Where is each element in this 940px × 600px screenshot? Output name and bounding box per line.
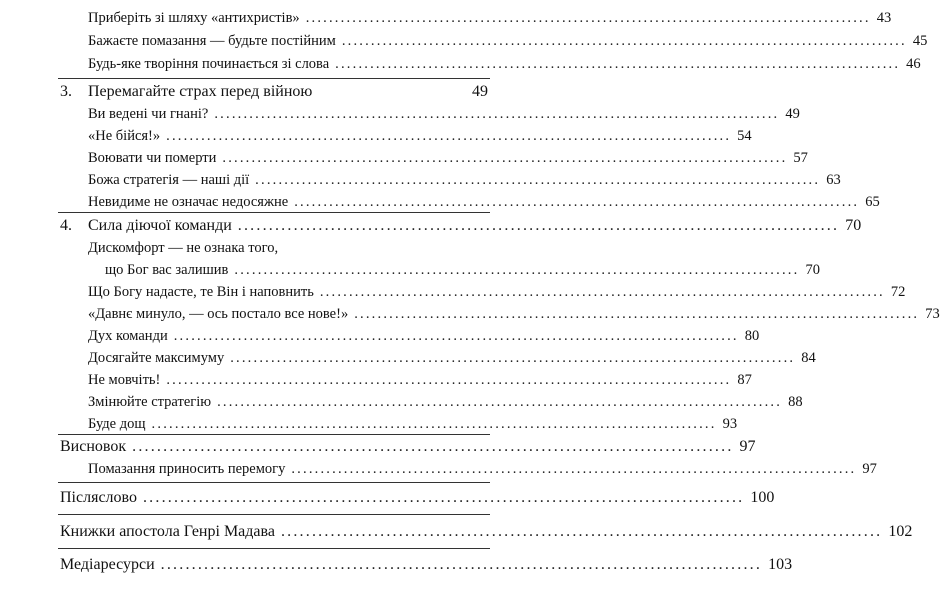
chapter-title: Сила діючої команди	[88, 217, 232, 234]
toc-entry[interactable]	[88, 33, 928, 50]
section-title: Книжки апостола Генрі Мадава	[60, 523, 275, 540]
toc-entry-page: 63	[826, 172, 841, 188]
dot-leader: .................................................................................................	[294, 194, 860, 210]
toc-entry[interactable]	[88, 284, 906, 301]
section-divider	[58, 434, 490, 435]
dot-leader: .................................................................................................	[230, 350, 796, 366]
toc-entry-page: 70	[805, 262, 820, 278]
toc-entry-page: 65	[865, 194, 880, 210]
toc-entry-title: Дух команди	[88, 328, 168, 344]
toc-entry-title: Приберіть зі шляху «антихристів»	[88, 10, 300, 26]
toc-entry-title-line1[interactable]: Дискомфорт — не ознака того,	[88, 240, 279, 256]
toc-entry-title-line2: що Бог вас залишив	[105, 262, 229, 278]
dot-leader: .................................................................................................	[255, 172, 821, 188]
toc-entry-page: 87	[737, 372, 752, 388]
dot-leader: .................................................................................................	[237, 217, 840, 234]
dot-leader: .................................................................................................	[173, 328, 739, 344]
chapter-page: 70	[845, 217, 862, 234]
toc-entry-page: 97	[862, 461, 877, 477]
dot-leader: .................................................................................................	[291, 461, 857, 477]
toc-entry-title: Буде дощ	[88, 416, 146, 432]
toc-entry[interactable]	[105, 262, 820, 279]
toc-media[interactable]	[60, 556, 793, 574]
section-divider	[58, 514, 490, 515]
toc-entry-page: 72	[890, 284, 906, 300]
toc-entry[interactable]	[88, 106, 800, 123]
dot-leader: .................................................................................................	[354, 306, 920, 322]
toc-entry-title: Змінюйте стратегію	[88, 394, 212, 410]
section-divider	[58, 78, 490, 79]
dot-leader: .................................................................................................	[341, 33, 907, 49]
dot-leader: .................................................................................................	[234, 262, 800, 278]
section-page: 103	[768, 556, 793, 573]
toc-entry[interactable]	[88, 10, 892, 27]
section-title: Післяслово	[60, 489, 137, 506]
toc-entry-page: 93	[722, 416, 738, 432]
dot-leader: .................................................................................................	[222, 150, 788, 166]
toc-entry[interactable]	[88, 394, 803, 411]
toc-conclusion[interactable]	[60, 438, 756, 456]
toc-entry-title: Досягайте максимуму	[88, 350, 225, 366]
toc-entry-title: Божа стратегія — наші дії	[88, 172, 250, 188]
toc-entry-title: Що Богу надасте, те Він і наповнить	[88, 284, 314, 300]
section-page: 97	[739, 438, 756, 455]
toc-entry[interactable]	[88, 461, 877, 478]
toc-entry[interactable]	[88, 350, 816, 367]
toc-entry-page: 45	[912, 33, 928, 49]
toc-afterword[interactable]	[60, 489, 775, 507]
section-title: Висновок	[60, 438, 127, 455]
toc-entry-page: 73	[925, 306, 940, 322]
toc-chapter-3[interactable]	[60, 83, 488, 101]
toc-entry-page: 49	[785, 106, 800, 122]
section-divider	[58, 212, 490, 213]
toc-entry[interactable]	[88, 150, 808, 167]
toc-entry-page: 54	[737, 128, 752, 144]
toc-entry[interactable]	[88, 416, 738, 433]
toc-books[interactable]	[60, 523, 913, 541]
chapter-page: 49	[472, 83, 488, 100]
toc-entry-title: Будь-яке творіння починається зі слова	[88, 56, 330, 72]
dot-leader: .................................................................................................	[142, 489, 745, 506]
toc-entry-title: Ви ведені чи гнані?	[88, 106, 209, 122]
dot-leader: .................................................................................................	[132, 438, 734, 455]
dot-leader: .................................................................................................	[166, 128, 732, 144]
chapter-title: Перемагайте страх перед війною	[88, 83, 313, 100]
dot-leader: .................................................................................................	[217, 394, 783, 410]
toc-entry-title: Не мовчіть!	[88, 372, 161, 388]
toc-entry[interactable]	[88, 194, 880, 211]
dot-leader: .................................................................................................	[305, 10, 871, 26]
chapter-number: 4.	[60, 217, 72, 234]
toc-entry[interactable]	[88, 56, 921, 73]
toc-entry[interactable]	[88, 172, 841, 189]
toc-entry-page: 46	[906, 56, 921, 72]
toc-entry-title: «Не бійся!»	[88, 128, 161, 144]
section-divider	[58, 482, 490, 483]
section-divider	[58, 548, 490, 549]
toc-entry-page: 84	[801, 350, 816, 366]
toc-entry-page: 43	[876, 10, 892, 26]
toc-entry-page: 57	[793, 150, 808, 166]
section-page: 100	[750, 489, 775, 506]
toc-entry[interactable]	[88, 306, 940, 323]
toc-entry-title: Воювати чи померти	[88, 150, 217, 166]
dot-leader: .................................................................................................	[280, 523, 883, 540]
toc-entry-title: Помазання приносить перемогу	[88, 461, 286, 477]
toc-entry[interactable]	[88, 328, 760, 345]
toc-entry[interactable]	[88, 372, 752, 389]
toc-entry-page: 88	[788, 394, 803, 410]
toc-chapter-4[interactable]	[60, 217, 862, 235]
toc-entry[interactable]	[88, 128, 752, 145]
toc-entry-title: Невидиме не означає недосяжне	[88, 194, 289, 210]
dot-leader: .................................................................................................	[319, 284, 885, 300]
chapter-number: 3.	[60, 83, 72, 100]
section-title: Медіаресурси	[60, 556, 155, 573]
toc-entry-title: Бажаєте помазання — будьте постійним	[88, 33, 336, 49]
dot-leader: .................................................................................................	[151, 416, 717, 432]
toc-entry-page: 80	[744, 328, 760, 344]
dot-leader: .................................................................................................	[160, 556, 763, 573]
toc-entry-title: «Давнє минуло, — ось постало все нове!»	[88, 306, 349, 322]
dot-leader: .................................................................................................	[214, 106, 780, 122]
dot-leader: .................................................................................................	[335, 56, 901, 72]
dot-leader: .................................................................................................	[166, 372, 732, 388]
section-page: 102	[888, 523, 913, 540]
